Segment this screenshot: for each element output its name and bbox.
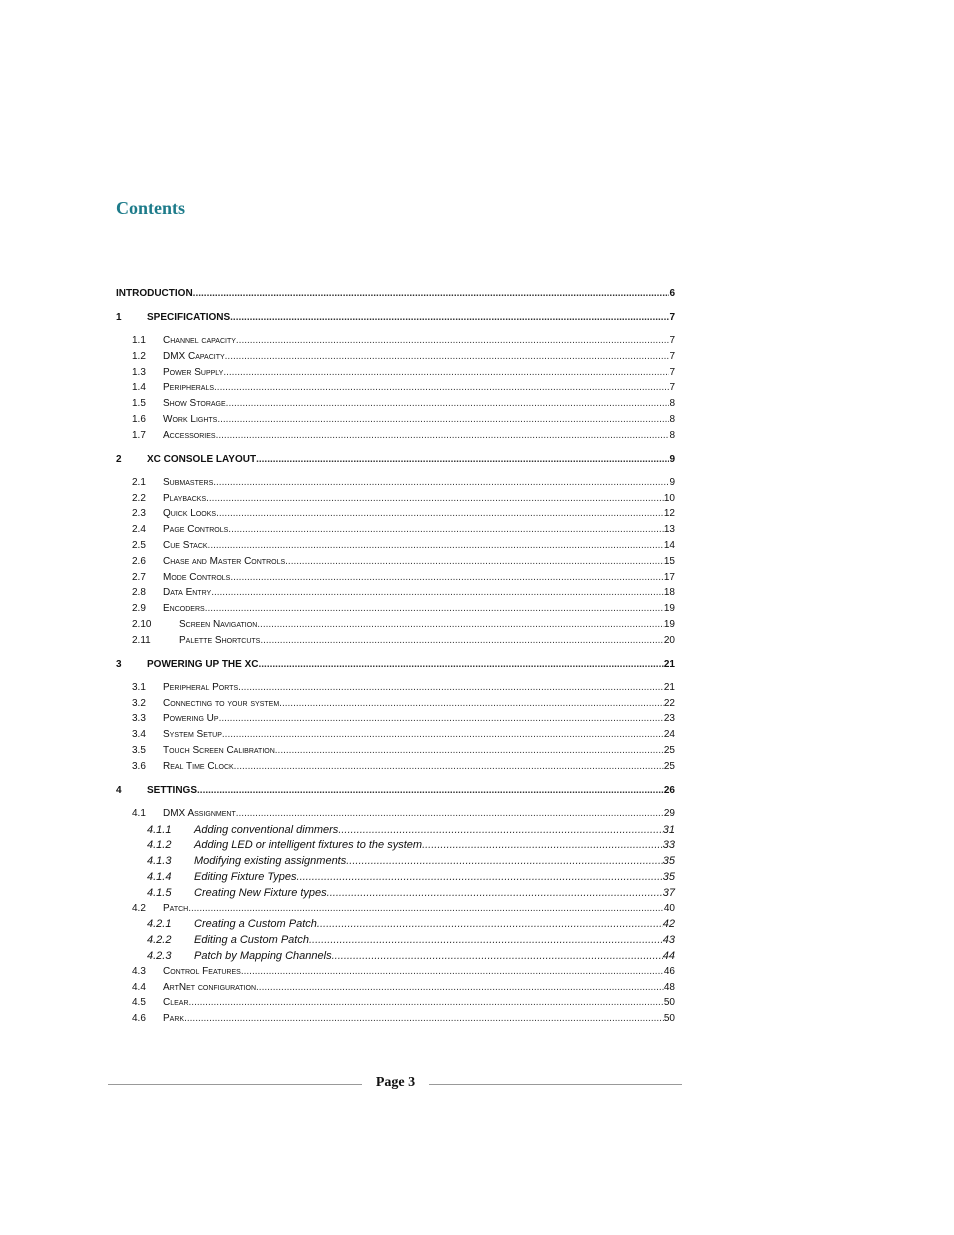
toc-entry[interactable]	[116, 854, 675, 868]
toc-entry-page: 25	[663, 761, 675, 772]
toc-dot-leader	[279, 697, 664, 711]
toc-dot-leader	[297, 870, 663, 884]
toc-entry-number: 4.2	[132, 903, 146, 914]
toc-entry-title: Patch	[163, 903, 189, 914]
toc-entry-number: 1.7	[132, 430, 146, 441]
toc-dot-leader	[219, 712, 664, 726]
toc-dot-leader	[216, 429, 670, 443]
toc-dot-leader	[193, 287, 670, 301]
toc-entry-title: Screen Navigation	[179, 619, 258, 630]
toc-dot-leader	[222, 728, 664, 742]
toc-entry[interactable]	[116, 728, 675, 742]
toc-entry-number: 2.5	[132, 540, 146, 551]
toc-dot-leader	[285, 555, 664, 569]
toc-entry-title: INTRODUCTION	[116, 288, 193, 299]
toc-entry[interactable]	[116, 492, 675, 506]
toc-entry-title: Adding conventional dimmers	[194, 824, 339, 836]
toc-entry-page: 31	[662, 824, 675, 836]
toc-dot-leader	[189, 996, 664, 1010]
toc-entry[interactable]	[116, 429, 675, 443]
toc-entry-number: 4.2.3	[147, 950, 172, 962]
toc-entry-title: Editing a Custom Patch	[194, 934, 309, 946]
toc-dot-leader	[188, 902, 664, 916]
toc-entry-page: 7	[669, 351, 675, 362]
toc-dot-leader	[230, 311, 669, 325]
toc-entry-title: Page Controls	[163, 524, 229, 535]
toc-entry-title: Creating a Custom Patch.	[194, 918, 320, 930]
toc-entry[interactable]	[116, 618, 675, 632]
toc-entry-page: 50	[663, 1013, 675, 1024]
toc-entry-page: 50	[663, 997, 675, 1008]
toc-entry-page: 15	[663, 556, 675, 567]
toc-dot-leader	[256, 453, 669, 467]
toc-entry-title: Channel capacity	[163, 335, 236, 346]
toc-entry[interactable]	[116, 586, 675, 600]
toc-entry-number: 4.3	[132, 966, 146, 977]
toc-entry[interactable]	[116, 902, 675, 916]
toc-entry-number: 1.1	[132, 335, 146, 346]
toc-dot-leader	[234, 760, 664, 774]
toc-entry-number: 1.6	[132, 414, 146, 425]
toc-dot-leader	[184, 1012, 664, 1026]
toc-entry-number: 4.1.2	[147, 839, 172, 851]
toc-entry-page: 35	[662, 855, 675, 867]
toc-entry-page: 7	[669, 335, 675, 346]
toc-entry-page: 9	[669, 454, 675, 465]
toc-entry-title: Chase and Master Controls	[163, 556, 286, 567]
toc-entry[interactable]	[116, 886, 675, 900]
toc-dot-leader	[327, 886, 663, 900]
toc-entry-title: XC CONSOLE LAYOUT	[147, 454, 257, 465]
toc-dot-leader	[257, 618, 664, 632]
toc-dot-leader	[309, 933, 663, 947]
toc-entry[interactable]	[116, 397, 675, 411]
toc-entry-number: 2.9	[132, 603, 146, 614]
toc-dot-leader	[320, 917, 663, 931]
toc-entry-title: DMX Assignment	[163, 808, 236, 819]
toc-dot-leader	[275, 744, 664, 758]
toc-dot-leader	[260, 634, 664, 648]
toc-entry[interactable]	[116, 870, 675, 884]
toc-entry-title: Patch by Mapping Channels	[194, 950, 332, 962]
toc-entry[interactable]	[116, 634, 675, 648]
toc-dot-leader	[205, 602, 664, 616]
toc-entry-title: SETTINGS	[147, 785, 198, 796]
toc-dot-leader	[236, 334, 670, 348]
toc-entry-page: 9	[669, 477, 675, 488]
toc-entry-number: 3.6	[132, 761, 146, 772]
toc-entry-page: 14	[663, 540, 675, 551]
toc-entry-page: 19	[663, 603, 675, 614]
toc-entry-number: 4.1.3	[147, 855, 172, 867]
toc-entry-page: 29	[663, 808, 675, 819]
toc-entry-number: 2.1	[132, 477, 146, 488]
toc-entry-title: Data Entry	[163, 587, 212, 598]
toc-entry[interactable]	[116, 933, 675, 947]
toc-entry-title: Control Features	[163, 966, 241, 977]
toc-entry[interactable]	[116, 453, 675, 467]
toc-entry-page: 37	[662, 887, 675, 899]
toc-entry-page: 12	[663, 508, 675, 519]
toc-entry-number: 1	[116, 312, 122, 323]
toc-entry-title: Modifying existing assignments	[194, 855, 347, 867]
toc-entry-page: 7	[669, 312, 675, 323]
toc-dot-leader	[206, 492, 664, 506]
toc-entry-number: 2.4	[132, 524, 146, 535]
toc-entry-page: 17	[663, 572, 675, 583]
toc-entry[interactable]	[116, 555, 675, 569]
toc-entry-page: 48	[663, 982, 675, 993]
toc-entry-number: 1.2	[132, 351, 146, 362]
toc-entry-title: Work Lights	[163, 414, 218, 425]
toc-entry-title: Peripheral Ports	[163, 682, 239, 693]
toc-entry-number: 4.2.1	[147, 918, 172, 930]
toc-dot-leader	[223, 366, 669, 380]
toc-entry-number: 3.3	[132, 713, 146, 724]
toc-entry-title: Palette Shortcuts	[179, 635, 261, 646]
toc-entry-page: 33	[662, 839, 675, 851]
toc-dot-leader	[216, 507, 664, 521]
toc-entry-title: Playbacks	[163, 493, 207, 504]
toc-entry-number: 2.6	[132, 556, 146, 567]
toc-dot-leader	[238, 681, 664, 695]
toc-entry[interactable]	[116, 697, 675, 711]
toc-entry[interactable]	[116, 523, 675, 537]
toc-entry-page: 7	[669, 367, 675, 378]
toc-entry-number: 3	[116, 659, 122, 670]
toc-entry-title: Park	[163, 1013, 185, 1024]
toc-entry[interactable]	[116, 413, 675, 427]
toc-entry-title: Editing Fixture Types	[194, 871, 297, 883]
toc-dot-leader	[241, 965, 664, 979]
toc-entry-page: 6	[669, 288, 675, 299]
page-title: Contents	[116, 198, 186, 218]
toc-entry[interactable]	[116, 712, 675, 726]
toc-dot-leader	[225, 350, 670, 364]
toc-entry-title: Real Time Clock	[163, 761, 234, 772]
toc-entry-title: System Setup	[163, 729, 222, 740]
toc-entry-number: 4.1.4	[147, 871, 172, 883]
toc-entry-title: Power Supply	[163, 367, 224, 378]
toc-entry[interactable]	[116, 350, 675, 364]
toc-entry-number: 4.2.2	[147, 934, 172, 946]
footer-page-number: Page 3	[375, 1075, 416, 1090]
toc-entry[interactable]	[116, 539, 675, 553]
toc-entry-number: 2.8	[132, 587, 146, 598]
toc-entry[interactable]	[116, 760, 675, 774]
toc-entry[interactable]	[116, 807, 675, 821]
toc-entry-title: Touch Screen Calibration	[163, 745, 275, 756]
toc-entry-number: 3.5	[132, 745, 146, 756]
toc-dot-leader	[332, 949, 663, 963]
toc-entry-page: 43	[662, 934, 675, 946]
toc-entry[interactable]	[116, 823, 675, 837]
toc-dot-leader	[422, 838, 663, 852]
toc-entry[interactable]	[116, 311, 675, 325]
toc-entry[interactable]	[116, 507, 675, 521]
toc-entry-title: Show Storage	[163, 398, 226, 409]
toc-entry-page: 44	[662, 950, 675, 962]
toc-entry-title: Clear	[163, 997, 189, 1008]
toc-entry-number: 2.3	[132, 508, 146, 519]
toc-entry-number: 4.1.1	[147, 824, 172, 836]
toc-entry-number: 2.7	[132, 572, 146, 583]
toc-entry[interactable]	[116, 1012, 675, 1026]
toc-entry[interactable]	[116, 287, 675, 301]
footer-rule-left	[108, 1084, 362, 1085]
toc-entry[interactable]	[116, 681, 675, 695]
toc-entry-page: 20	[663, 635, 675, 646]
toc-dot-leader	[338, 823, 662, 837]
toc-entry-title: Mode Controls	[163, 572, 231, 583]
toc-entry-number: 3.1	[132, 682, 146, 693]
toc-entry[interactable]	[116, 476, 675, 490]
toc-entry-number: 3.2	[132, 698, 146, 709]
toc-entry-number: 4.4	[132, 982, 146, 993]
toc-dot-leader	[226, 397, 670, 411]
toc-entry-page: 18	[663, 587, 675, 598]
toc-entry-page: 26	[663, 785, 675, 796]
toc-entry-title: Powering Up	[163, 713, 219, 724]
toc-dot-leader	[259, 658, 664, 672]
toc-dot-leader	[214, 381, 669, 395]
toc-entry-page: 46	[663, 966, 675, 977]
toc-entry-page: 8	[669, 398, 675, 409]
toc-entry-page: 13	[663, 524, 675, 535]
toc-entry[interactable]	[116, 602, 675, 616]
toc-entry-number: 2	[116, 454, 122, 465]
toc-entry-page: 8	[669, 430, 675, 441]
toc-entry-page: 23	[663, 713, 675, 724]
toc-entry-number: 3.4	[132, 729, 146, 740]
toc-entry-title: Cue Stack	[163, 540, 208, 551]
toc-dot-leader	[211, 586, 664, 600]
toc-dot-leader	[217, 413, 669, 427]
toc-entry-page: 22	[663, 698, 675, 709]
toc-entry[interactable]	[116, 381, 675, 395]
toc-entry[interactable]	[116, 965, 675, 979]
toc-entry-page: 19	[663, 619, 675, 630]
toc-entry-title: Peripherals	[163, 382, 215, 393]
toc-entry-number: 4	[116, 785, 122, 796]
toc-entry-title: DMX Capacity	[163, 351, 225, 362]
toc-entry-page: 21	[663, 659, 675, 670]
toc-entry[interactable]	[116, 949, 675, 963]
toc-entry[interactable]	[116, 996, 675, 1010]
toc-entry-page: 10	[663, 493, 675, 504]
toc-entry[interactable]	[116, 917, 675, 931]
toc-entry[interactable]	[116, 838, 675, 852]
toc-entry-number: 2.10	[132, 619, 152, 630]
toc-entry-page: 24	[663, 729, 675, 740]
toc-dot-leader	[256, 981, 664, 995]
toc-entry-title: Accessories	[163, 430, 216, 441]
toc-entry-number: 4.1.5	[147, 887, 172, 899]
toc-entry-number: 1.5	[132, 398, 146, 409]
toc-dot-leader	[213, 476, 669, 490]
toc-entry-title: ArtNet configuration	[163, 982, 257, 993]
toc-dot-leader	[236, 807, 664, 821]
toc-entry-title: Connecting to your system	[163, 698, 280, 709]
toc-entry[interactable]	[116, 334, 675, 348]
toc-entry-page: 7	[669, 382, 675, 393]
toc-entry-number: 1.4	[132, 382, 146, 393]
toc-entry[interactable]	[116, 366, 675, 380]
toc-entry[interactable]	[116, 744, 675, 758]
toc-entry-title: POWERING UP THE XC	[147, 659, 259, 670]
toc-entry-title: Encoders	[163, 603, 205, 614]
toc-entry-number: 4.1	[132, 808, 146, 819]
toc-entry-title: Submasters	[163, 477, 214, 488]
toc-dot-leader	[230, 571, 664, 585]
toc-entry-number: 4.6	[132, 1013, 146, 1024]
toc-entry-page: 8	[669, 414, 675, 425]
toc-entry-page: 40	[663, 903, 675, 914]
toc-entry-page: 42	[662, 918, 675, 930]
toc-entry-title: Quick Looks	[163, 508, 217, 519]
footer-rule-right	[429, 1084, 682, 1085]
toc-dot-leader	[228, 523, 664, 537]
toc-entry-page: 25	[663, 745, 675, 756]
toc-entry-title: Adding LED or intelligent fixtures to the system	[194, 839, 423, 851]
toc-entry-number: 2.2	[132, 493, 146, 504]
toc-entry[interactable]	[116, 981, 675, 995]
toc-entry-page: 35	[662, 871, 675, 883]
toc-entry[interactable]	[116, 571, 675, 585]
toc-dot-leader	[197, 784, 664, 798]
toc-entry-number: 1.3	[132, 367, 146, 378]
toc-dot-leader	[346, 854, 663, 868]
toc-entry[interactable]	[116, 784, 675, 798]
toc-entry-title: SPECIFICATIONS	[147, 312, 231, 323]
toc-entry-number: 4.5	[132, 997, 146, 1008]
toc-entry[interactable]	[116, 658, 675, 672]
toc-dot-leader	[208, 539, 664, 553]
toc-entry-page: 21	[663, 682, 675, 693]
toc-entry-title: Creating New Fixture types	[194, 887, 327, 899]
toc-entry-number: 2.11	[132, 635, 151, 646]
